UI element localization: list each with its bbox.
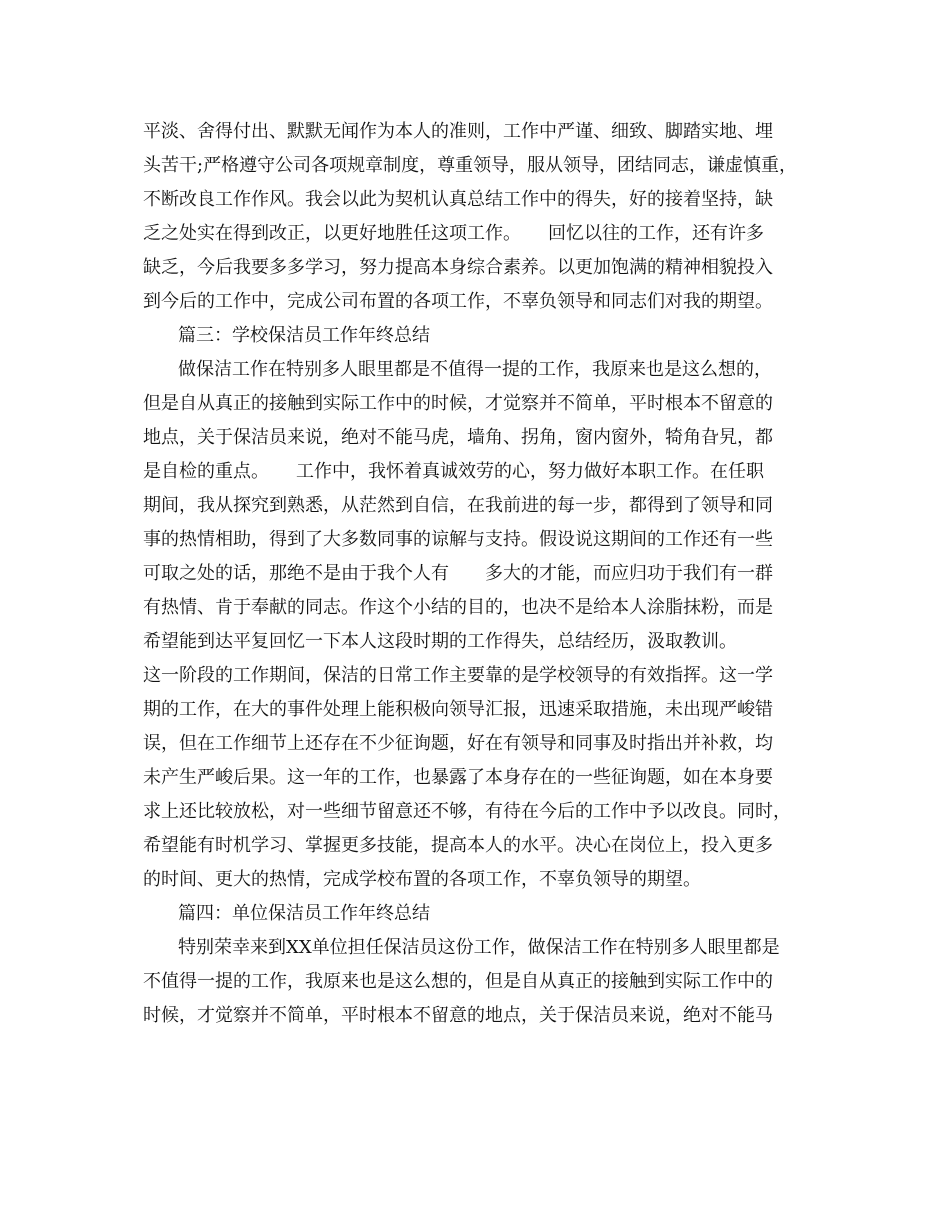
- body-text-line: 是自检的重点。 工作中，我怀着真诚效劳的心，努力做好本职工作。在任职: [143, 461, 764, 482]
- body-text-line: 未产生严峻后果。这一年的工作，也暴露了本身存在的一些征询题，如在本身要: [143, 767, 773, 788]
- body-text-line: 地点，关于保洁员来说，绝对不能马虎，墙角、拐角，窗内窗外，犄角旮旯，都: [143, 427, 773, 448]
- body-text-line: 希望能到达平复回忆一下本人这段时期的工作得失，总结经历，汲取教训。: [143, 631, 737, 652]
- body-text-line: 希望能有时机学习、掌握更多技能，提高本人的水平。决心在岗位上，投入更多: [143, 835, 773, 856]
- section-heading: 篇三：学校保洁员工作年终总结: [178, 325, 430, 346]
- body-text-line: 时候，才觉察并不简单，平时根本不留意的地点，关于保洁员来说，绝对不能马: [143, 1005, 773, 1026]
- body-text-line: 不断改良工作作风。我会以此为契机认真总结工作中的得失，好的接着坚持，缺: [143, 189, 773, 210]
- body-text-line: 做保洁工作在特别多人眼里都是不值得一提的工作，我原来也是这么想的，: [178, 359, 772, 380]
- body-text-line: 期的工作，在大的事件处理上能积极向领导汇报，迅速采取措施，未出现严峻错: [143, 699, 773, 720]
- body-text-line: 特别荣幸来到XX单位担任保洁员这份工作，做保洁工作在特别多人眼里都是: [178, 937, 780, 958]
- body-text-line: 乏之处实在得到改正，以更好地胜任这项工作。 回忆以往的工作，还有许多: [143, 223, 764, 244]
- body-text-line: 到今后的工作中，完成公司布置的各项工作，不辜负领导和同志们对我的期望。: [143, 291, 773, 312]
- body-text-line: 可取之处的话，那绝不是由于我个人有 多大的才能，而应归功于我们有一群: [143, 563, 773, 584]
- body-text-line: 缺乏，今后我要多多学习，努力提高本身综合素养。以更加饱满的精神相貌投入: [143, 257, 773, 278]
- body-text-line: 平淡、舍得付出、默默无闻作为本人的准则，工作中严谨、细致、脚踏实地、埋: [143, 121, 773, 142]
- body-text-line: 的时间、更大的热情，完成学校布置的各项工作，不辜负领导的期望。: [143, 869, 701, 890]
- body-text-line: 期间，我从探究到熟悉，从茫然到自信，在我前进的每一步，都得到了领导和同: [143, 495, 773, 516]
- body-text-line: 这一阶段的工作期间，保洁的日常工作主要靠的是学校领导的有效指挥。这一学: [143, 665, 773, 686]
- body-text-line: 事的热情相助，得到了大多数同事的谅解与支持。假设说这期间的工作还有一些: [143, 529, 773, 550]
- body-text-line: 有热情、肯于奉献的同志。作这个小结的目的，也决不是给本人涂脂抹粉，而是: [143, 597, 773, 618]
- body-text-line: 误，但在工作细节上还存在不少征询题，好在有领导和同事及时指出并补救，均: [143, 733, 773, 754]
- body-text-line: 不值得一提的工作，我原来也是这么想的，但是自从真正的接触到实际工作中的: [143, 971, 773, 992]
- section-heading: 篇四：单位保洁员工作年终总结: [178, 903, 430, 924]
- body-text-line: 求上还比较放松，对一些细节留意还不够，有待在今后的工作中予以改良。同时，: [143, 801, 791, 822]
- body-text-line: 但是自从真正的接触到实际工作中的时候，才觉察并不简单，平时根本不留意的: [143, 393, 773, 414]
- body-text-line: 头苦干;严格遵守公司各项规章制度，尊重领导，服从领导，团结同志，谦虚慎重，: [143, 155, 798, 176]
